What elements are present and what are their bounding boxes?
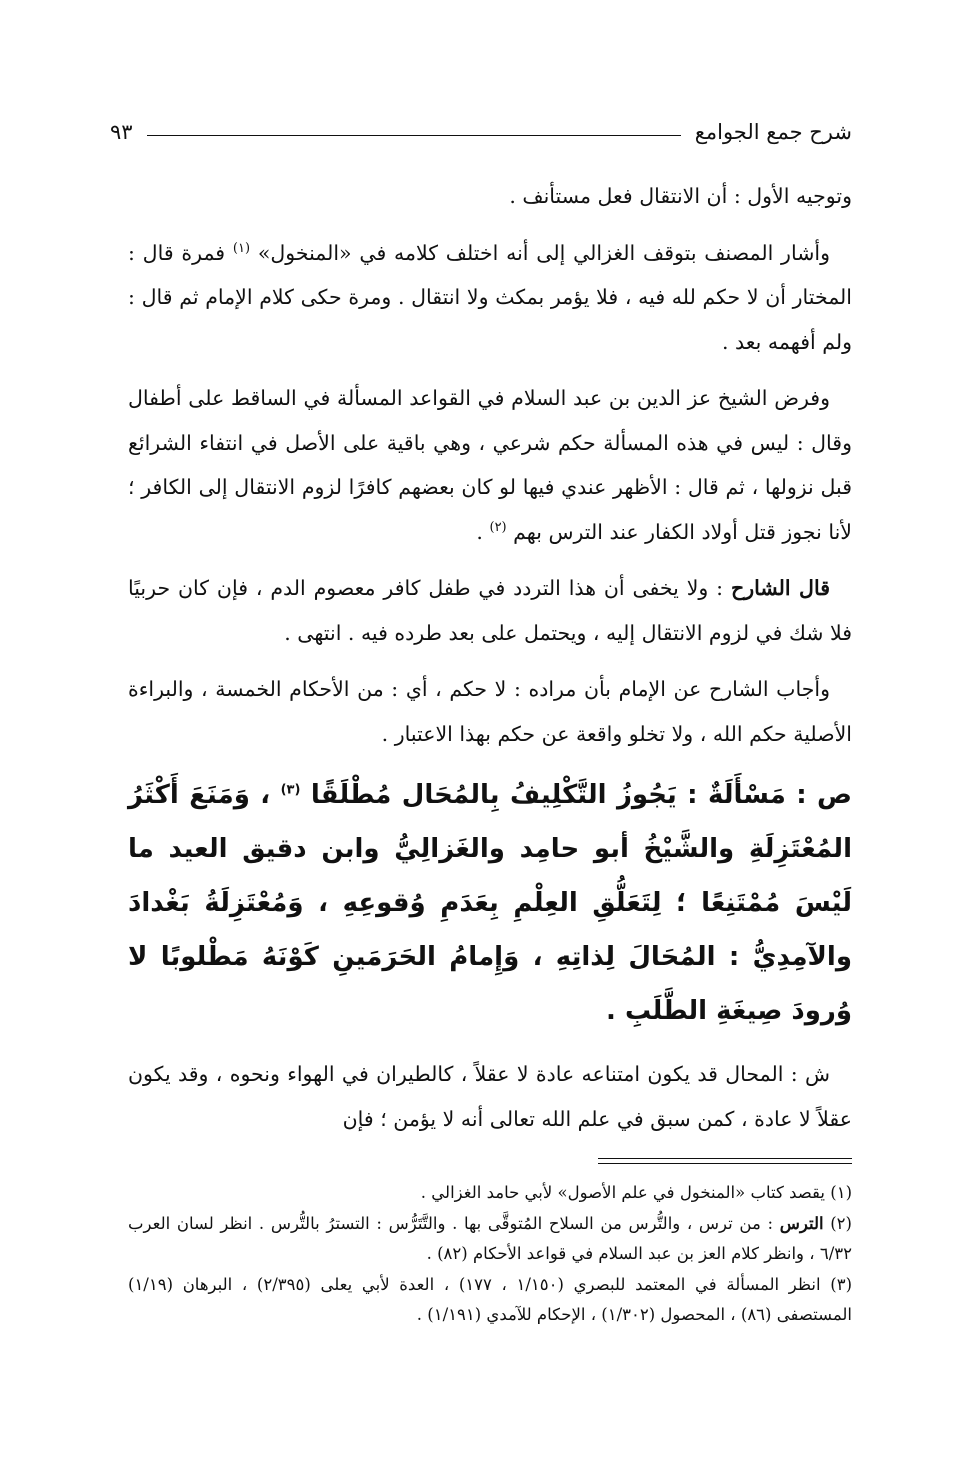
matn-text-a: ص : مَسْأَلَةٌ : يَجُوزُ التَّكْلِيفُ بِالمُحَال مُطْلَقًا [310,780,852,810]
paragraph-2-text-b: فمرة قال : المختار أن لا حكم لله فيه ، فلا يؤمر بمكث ولا انتقال . ومرة حكى كلام الإمام ثم قال : ولم أفهمه بعد . [128,240,852,354]
paragraph-4 [128,566,852,655]
footnote-2-text: : من ترس ، والتُّرس من السلاح المُتوقَّى بها . والتَّتَرُّس : التسترُ بالتُّرس . انظر لسان العرب ٦/٣٢ ، وانظر كلام العز بن عبد السلام في قواعد الأحكام (٨٢) . [128,1213,852,1263]
footnote-ref-2[interactable]: (٢) [489,519,507,535]
paragraph-6-text: ش : المحال قد يكون امتناعه عادة لا عقلاً ، كالطيران في الهواء ونحوه ، وقد يكون عقلاً لا عادة ، كمن سبق في علم الله تعالى أنه لا يؤمن ؛ فإن [128,1062,852,1131]
footnote-ref-3[interactable]: (٣) [280,782,301,798]
paragraph-2 [128,231,852,365]
footnote-2-number: (٢) [830,1213,852,1233]
paragraph-3-text-a: وفرض الشيخ عز الدين بن عبد السلام في القواعد المسألة في الساقط على أطفال وقال : ليس في هذه المسألة حكم شرعي ، وهي باقية على الأصل في انتفاء الشرائع قبل نزولها ، ثم قال : الأظهر عندي فيها لو كان بعضهم كافرًا لزوم الانتقال إلى الكافر ؛ لأنا نجوز قتل أولاد الكفار عند الترس بهم [128,386,852,544]
commentator-label: قال الشارح [730,576,830,600]
running-header [110,112,852,152]
running-title: شرح جمع الجوامع [694,120,852,144]
paragraph-5-text: وأجاب الشارح عن الإمام بأن مراده : لا حكم ، أي : من الأحكام الخمسة ، والبراءة الأصلية حكم الله ، ولا تخلو واقعة عن حكم بهذا الاعتبار . [128,677,852,746]
main-text [128,174,852,1153]
matn-paragraph [128,768,852,1038]
header-rule [147,135,681,136]
matn-text-b: ، وَمَنَعَ أَكْثَرُ المُعْتَزِلَةِ والشَّيْخُ أبو حامِد والغَزالِيُّ وابن دقيق العيد ما لَيْسَ مُمْتَنِعًا ؛ لِتَعَلُّقِ العِلْمِ بِعَدَمِ وُقوعِهِ ، وَمُعْتَزِلَةُ بَغْدادَ والآمِدِيُّ : المُحَالَ لِذاتِهِ ، وَإِمامُ الحَرَمَينِ كَوْنَهُ مَطْلوبًا لا وُرودَ صِيغَةِ الطَّلَبِ . [128,780,852,1026]
paragraph-1-text: وتوجيه الأول : أن الانتقال فعل مستأنف . [509,184,852,208]
footnote-1 [128,1178,852,1209]
paragraph-1 [128,174,852,219]
paragraph-4-text: : ولا يخفى أن هذا التردد في طفل كافر معصوم الدم ، فإن كان حربيًا فلا شك في لزوم الانتقال إليه ، ويحتمل على بعد طرده فيه . انتهى . [128,576,852,645]
page-number: ٩٣ [110,120,133,144]
paragraph-5 [128,667,852,756]
footnote-3-text: (٣) انظر المسألة في المعتمد للبصري (١/١٥٠ ، ١٧٧) ، العدة لأبي يعلى (٢/٣٩٥) ، البرهان (١/١٩) المستصفى (٨٦) ، المحصول (١/٣٠٢) ، الإحكام للآمدي (١/١٩١) . [128,1274,853,1324]
footnote-2 [128,1209,852,1270]
footnote-2-label: الترس [779,1213,824,1233]
footnotes [128,1178,852,1331]
paragraph-3 [128,376,852,554]
footnote-separator [598,1158,852,1164]
footnote-1-text: (١) يقصد كتاب «المنخول في علم الأصول» لأبي حامد الغزالي . [420,1183,852,1202]
footnote-ref-1[interactable]: (١) [232,240,251,256]
paragraph-2-text-a: وأشار المصنف بتوقف الغزالي إلى أنه اختلف كلامه في «المنخول» [257,240,830,265]
footnote-3 [128,1270,852,1331]
paragraph-6 [128,1052,852,1141]
paragraph-3-text-b: . [476,519,483,544]
